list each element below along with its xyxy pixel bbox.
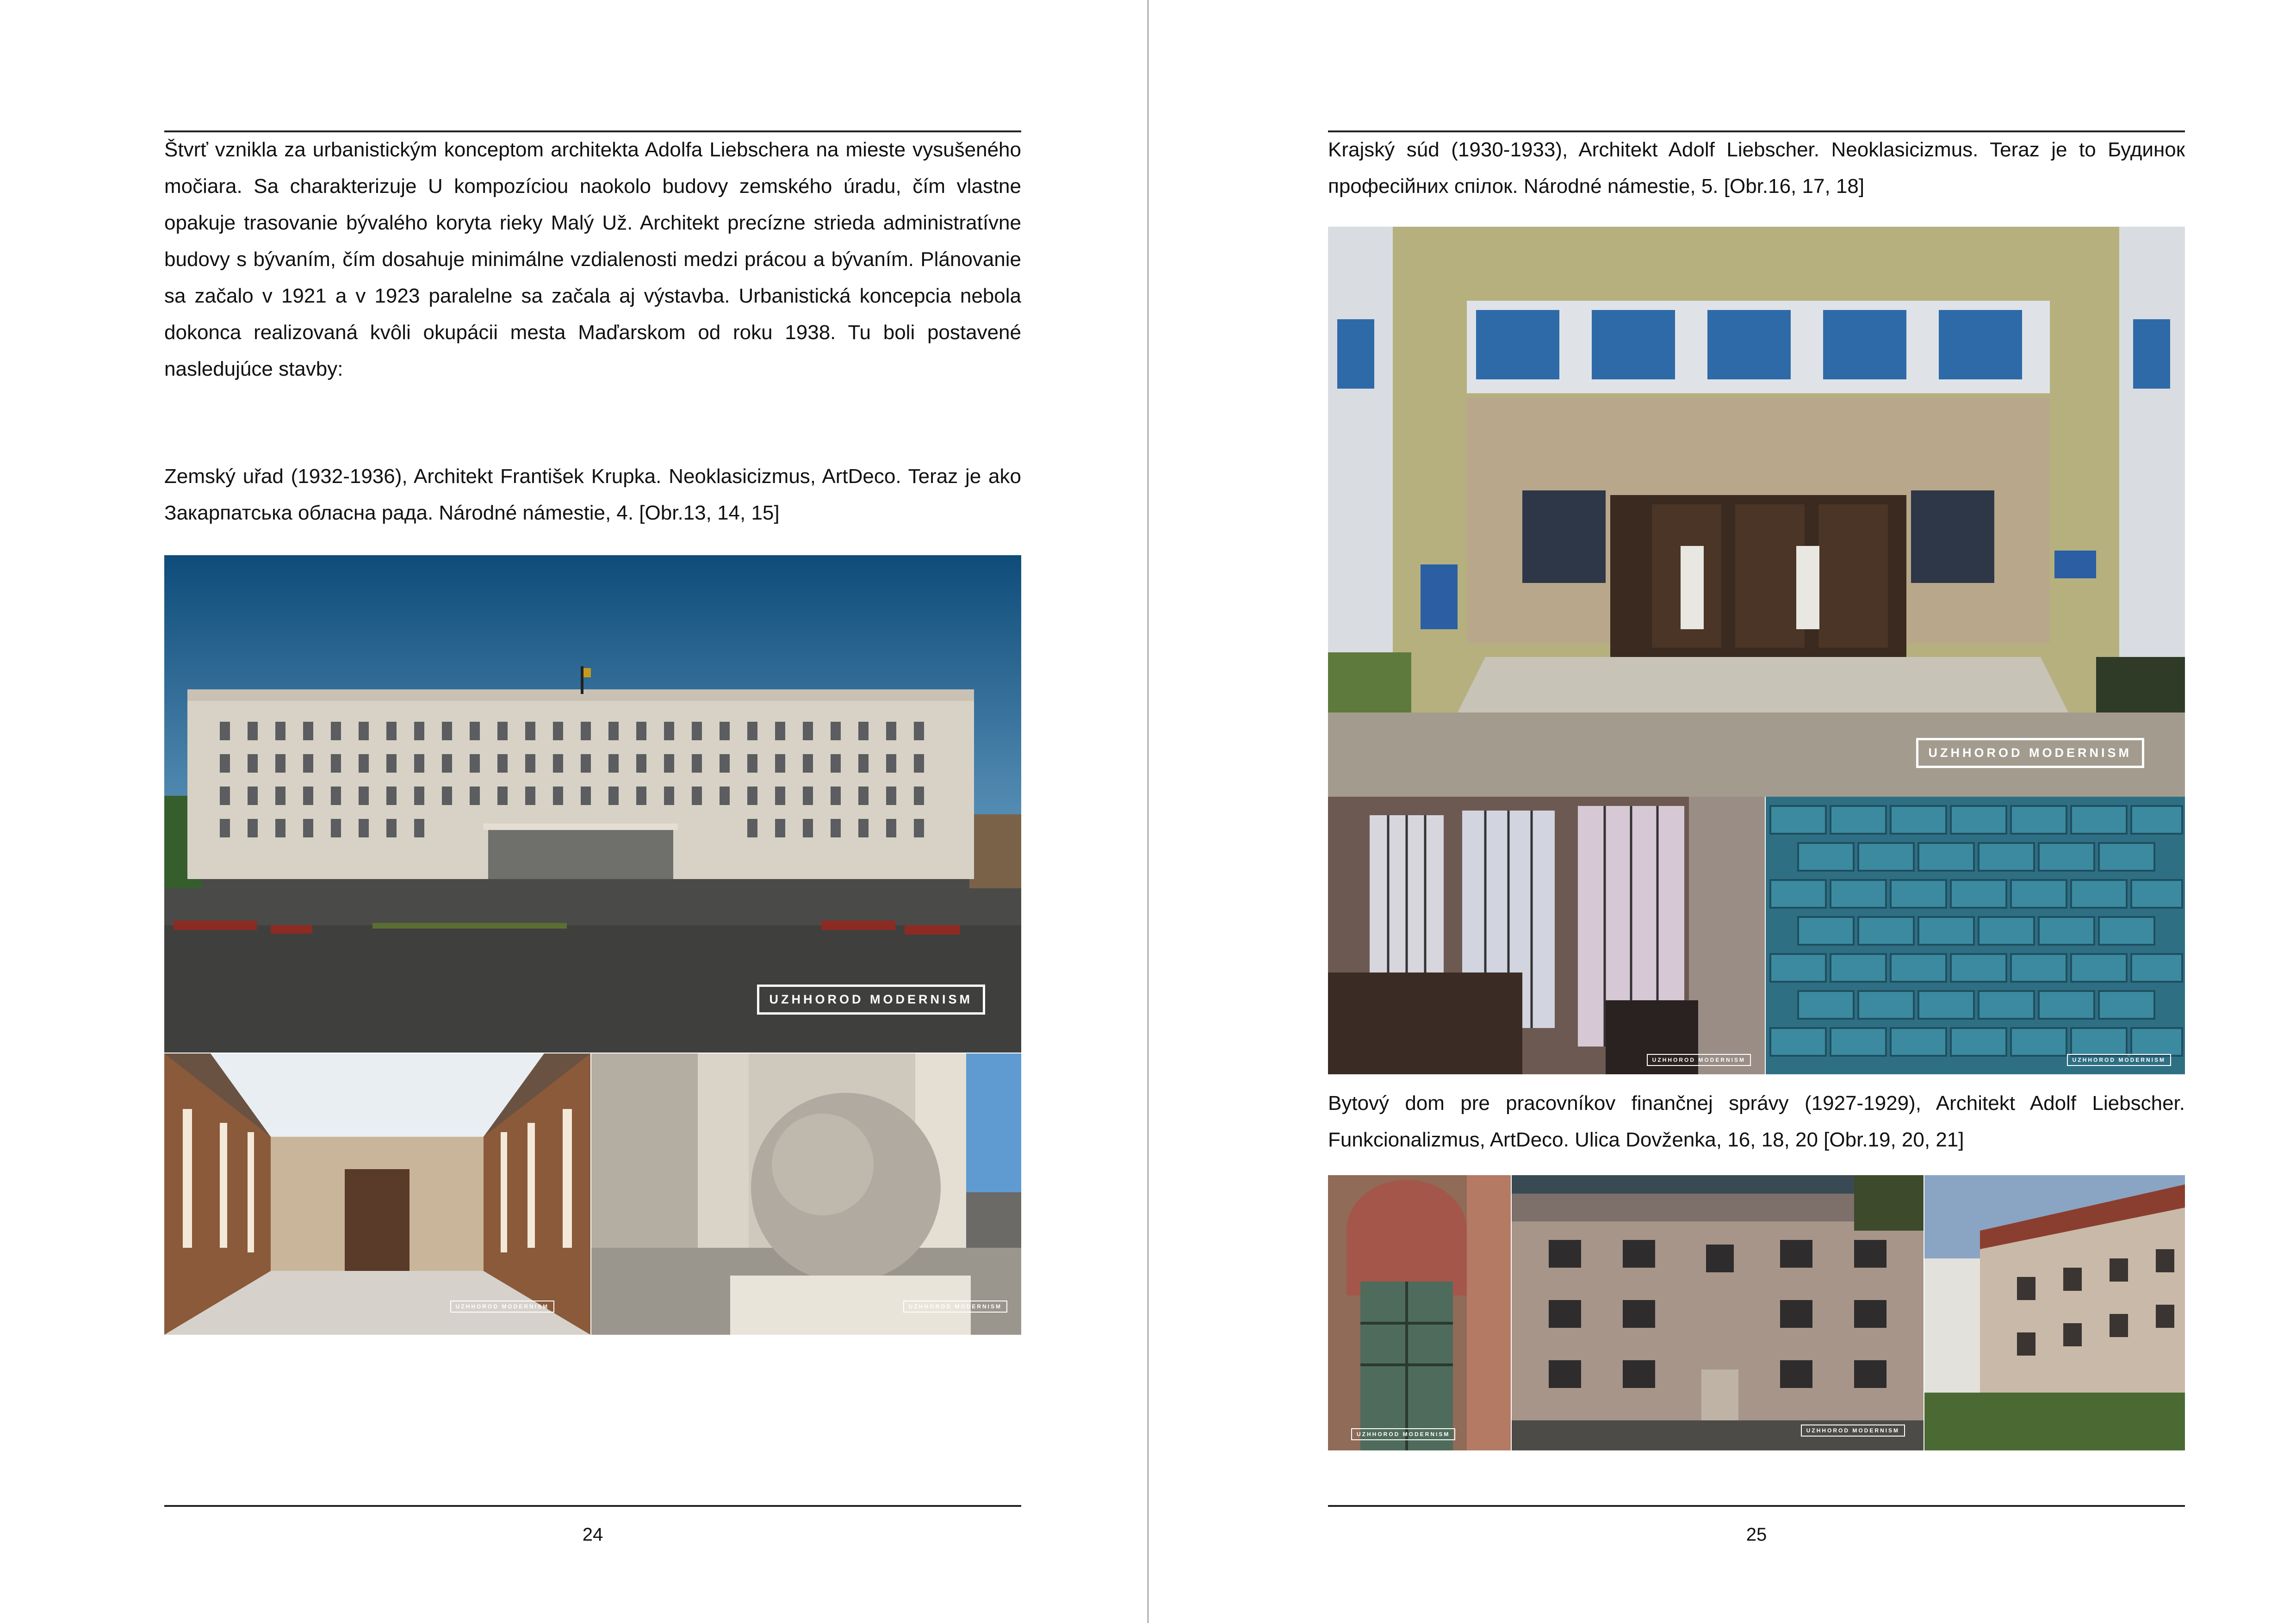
watermark-badge: UZHHOROD MODERNISM (1801, 1425, 1905, 1437)
watermark-badge: UZHHOROD MODERNISM (903, 1301, 1007, 1313)
krajsky-sud-tiles-photo (1766, 797, 2185, 1074)
watermark-badge: UZHHOROD MODERNISM (757, 985, 986, 1015)
zemsky-urad-hall-photo (164, 1053, 590, 1335)
watermark-badge: UZHHOROD MODERNISM (1916, 738, 2145, 768)
krajsky-sud-facade-photo (1328, 227, 2185, 797)
bytovy-dom-door-photo (1328, 1175, 1511, 1450)
bytovy-dom-side-photo (1924, 1175, 2185, 1450)
zemsky-urad-facade-photo (164, 555, 1021, 1053)
photo-caption: Bytový dom pre pracovníkov finančnej správy (1927-1929), Architekt Adolf Liebscher. Funkcionalizmus, ArtDeco. Ulica Dovženka, 16, 18, 20 [Obr.19, 20, 21] (1328, 1092, 2185, 1151)
zemsky-urad-sphere-photo (591, 1053, 1021, 1335)
watermark-badge: UZHHOROD MODERNISM (2067, 1054, 2171, 1066)
page-number: 24 (582, 1524, 603, 1545)
krajsky-sud-windows-photo (1328, 797, 1765, 1074)
bytovy-dom-facade-photo (1512, 1175, 1924, 1450)
page-number: 25 (1746, 1524, 1767, 1545)
watermark-badge: UZHHOROD MODERNISM (450, 1301, 554, 1313)
footer-rule (1328, 1505, 2185, 1507)
photo-caption: Zemský uřad (1932-1936), Architekt František Krupka. Neoklasicizmus, ArtDeco. Teraz je ako Закарпатська обласна рада. Národné námestie, 4. [Obr.13, 14, 15] (164, 465, 1021, 524)
watermark-badge: UZHHOROD MODERNISM (1647, 1054, 1751, 1066)
intro-paragraph: Štvrť vznikla za urbanistickým konceptom architekta Adolfa Liebschera na mieste vysušeného močiara. Sa charakterizuje U kompozíciou naokolo budovy zemského úradu, čím vlastne opakuje trasovanie bývalého koryta rieky Malý Už. Architekt precízne strieda administratívne budovy s bývaním, čím dosahuje minimálne vzdialenosti medzi prácou a bývaním. Plánovanie sa začalo v 1921 a v 1923 paralelne sa začala aj výstavba. Urbanistická koncepcia nebola dokonca realizovaná kvôli okupácii mesta Maďarskom od roku 1938. Tu boli postavené nasledujúce stavby: (164, 138, 1021, 380)
right-page (1148, 0, 2296, 1623)
watermark-badge: UZHHOROD MODERNISM (1351, 1428, 1455, 1440)
footer-rule (164, 1505, 1021, 1507)
photo-caption: Krajský súd (1930-1933), Architekt Adolf Liebscher. Neoklasicizmus. Teraz je to Будинок професійних спілок. Národné námestie, 5. [Obr.16, 17, 18] (1328, 138, 2185, 198)
